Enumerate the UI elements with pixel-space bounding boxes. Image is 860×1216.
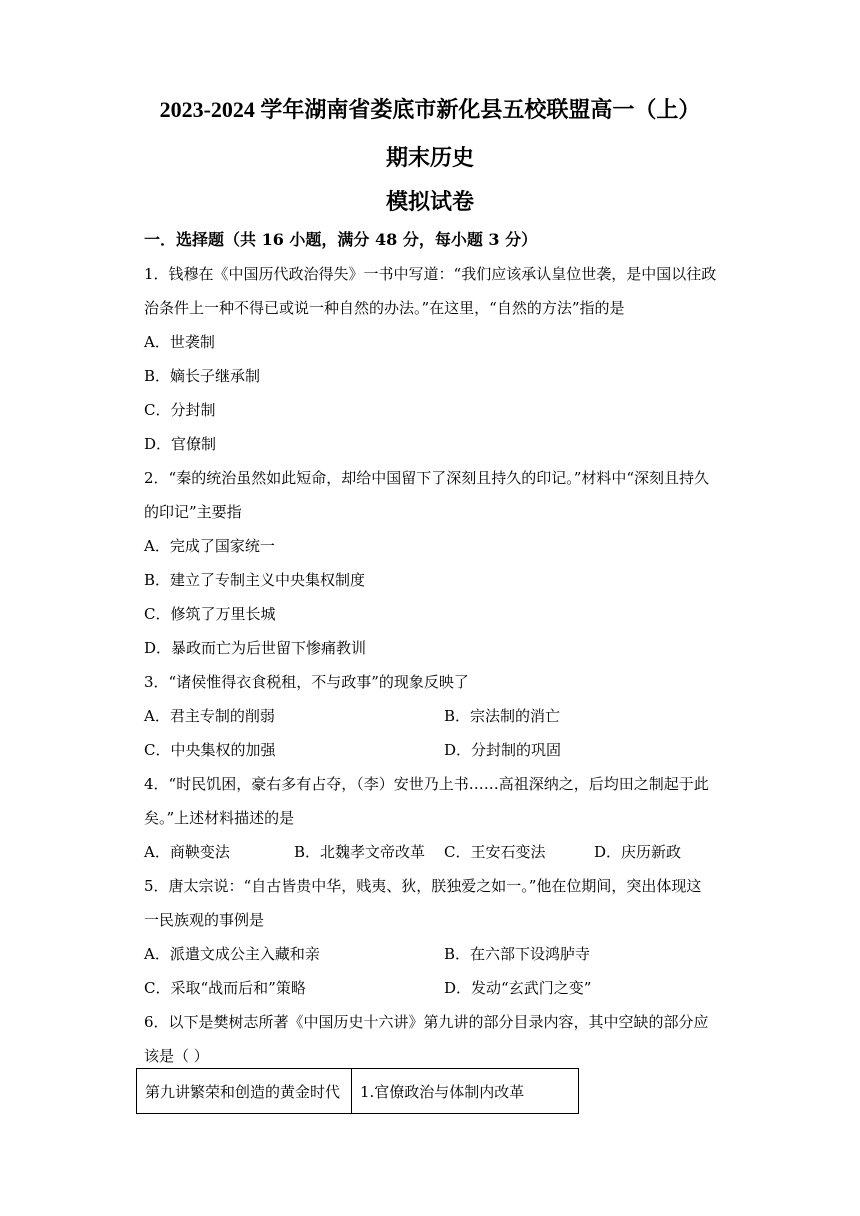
q1-option-d: D．官僚制 bbox=[144, 435, 217, 453]
q6-stem-line2: 该是（ ） bbox=[144, 1047, 209, 1065]
q1-option-c: C．分封制 bbox=[144, 401, 216, 419]
q4-option-d: D．庆历新政 bbox=[594, 843, 682, 861]
q2-option-d: D．暴政而亡为后世留下惨痛教训 bbox=[144, 639, 367, 657]
q3-stem-line1: 3．“诸侯惟得衣食税租，不与政事”的现象反映了 bbox=[144, 673, 469, 691]
q4-stem-line2: 矣。”上述材料描述的是 bbox=[144, 809, 295, 827]
q5-option-a: A．派遣文成公主入藏和亲 bbox=[144, 945, 320, 963]
q1-option-b: B．嫡长子继承制 bbox=[144, 367, 261, 385]
q2-option-a: A．完成了国家统一 bbox=[144, 537, 275, 555]
q6-stem-line1: 6．以下是樊树志所著《中国历史十六讲》第九讲的部分目录内容，其中空缺的部分应 bbox=[144, 1013, 709, 1031]
exam-title-line3: 模拟试卷 bbox=[385, 189, 474, 214]
q4-option-a: A．商鞅变法 bbox=[144, 843, 230, 861]
q4-option-c: C．王安石变法 bbox=[444, 843, 546, 861]
exam-title-line1: 2023-2024 学年湖南省娄底市新化县五校联盟高一（上） bbox=[159, 97, 701, 122]
q3-option-b: B．宗法制的消亡 bbox=[444, 707, 561, 725]
q1-stem-line1: 1．钱穆在《中国历代政治得失》一书中写道：“我们应该承认皇位世袭，是中国以往政 bbox=[144, 265, 717, 283]
q2-stem-line2: 的印记”主要指 bbox=[144, 503, 242, 521]
q2-option-b: B．建立了专制主义中央集权制度 bbox=[144, 571, 366, 589]
table-cell-chapter: 第九讲繁荣和创造的黄金时代 bbox=[137, 1069, 352, 1114]
q5-option-c: C．采取“战而后和”策略 bbox=[144, 979, 306, 997]
q4-option-b: B．北魏孝文帝改革 bbox=[294, 843, 426, 861]
section-heading: 一．选择题（共 16 小题，满分 48 分，每小题 3 分） bbox=[144, 230, 538, 249]
q3-option-d: D．分封制的巩固 bbox=[444, 741, 562, 759]
q1-stem-line2: 治条件上一种不得已或说一种自然的办法。”在这里，“自然的方法”指的是 bbox=[144, 299, 625, 317]
q2-stem-line1: 2．“秦的统治虽然如此短命，却给中国留下了深刻且持久的印记。”材料中“深刻且持久 bbox=[144, 469, 710, 487]
q5-option-d: D．发动“玄武门之变” bbox=[444, 979, 592, 997]
q6-contents-table bbox=[136, 1068, 579, 1114]
q2-option-c: C．修筑了万里长城 bbox=[144, 605, 276, 623]
exam-title-line2: 期末历史 bbox=[385, 145, 474, 170]
q1-option-a: A．世袭制 bbox=[144, 333, 215, 351]
q3-option-c: C．中央集权的加强 bbox=[144, 741, 276, 759]
q5-option-b: B．在六部下设鸿胪寺 bbox=[444, 945, 591, 963]
q5-stem-line2: 一民族观的事例是 bbox=[144, 911, 265, 929]
table-row bbox=[137, 1069, 579, 1114]
q3-option-a: A．君主专制的削弱 bbox=[144, 707, 275, 725]
table-cell-section: 1.官僚政治与体制内改革 bbox=[352, 1069, 579, 1114]
q4-stem-line1: 4．“时民饥困，豪右多有占夺，（李）安世乃上书……高祖深纳之，后均田之制起于此 bbox=[144, 775, 709, 793]
q5-stem-line1: 5．唐太宗说：“自古皆贵中华，贱夷、狄，朕独爱之如一。”他在位期间，突出体现这 bbox=[144, 877, 702, 895]
